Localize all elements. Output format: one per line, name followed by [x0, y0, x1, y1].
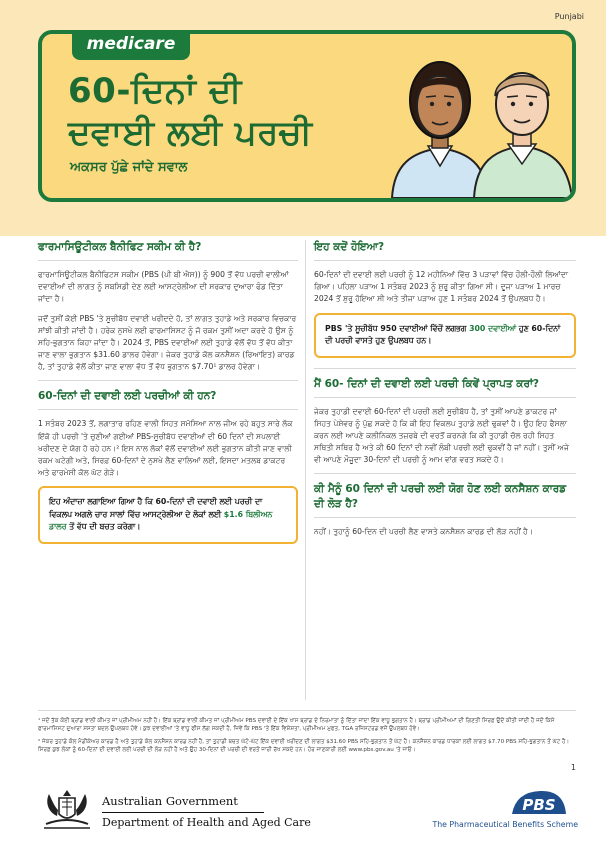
- savings-callout: [38, 486, 298, 543]
- question-when: ਇਹ ਕਦੋਂ ਹੋਇਆ?: [314, 241, 385, 253]
- question-what-is-pbs: ਫਾਰਮਾਸਿਊਟੀਕਲ ਬੈਨੀਫਿਟ ਸਕੀਮ ਕੀ ਹੈ?: [38, 241, 202, 253]
- section-what-are-60-day: [38, 389, 298, 543]
- section-divider: [314, 368, 576, 369]
- heading-divider: [38, 260, 298, 261]
- callout-text: ਹੁਣ 60-ਦਿਨਾਂ ਦੀ ਪਰਚੀ ਵਾਸਤੇ ਹੁਣ ਉਪਲਬਧ ਹਨ।: [325, 323, 561, 346]
- footnote-2: ² ਜੇਕਰ ਤੁਹਾਡੇ ਕੋਲ ਮੈਡੀਕੇਅਰ ਕਾਰਡ ਹੈ ਅਤੇ ਤੁਹਾਡੇ ਕੋਲ ਕਨਸੈਸ਼ਨ ਕਾਰਡ ਨਹੀਂ ਹੈ, ਤਾਂ ਤੁਹਾਡੀ ਬਚਤ ਘੱਟੋ-ਘੱਟ ਇੱਕ ਦਵਾਈ ਖਰੀਦਣ ਦੀ ਲਾਗਤ $31.60 PBS ਸਹਿ-ਭੁਗਤਾਨ ਤੋਂ ਘੱਟ ਹੈ। ਕਨਸੈਸ਼ਨ ਕਾਰਡ ਧਾਰਕਾਂ ਲਈ ਲਾਗਤ $7.70 PBS ਸਹਿ-ਭੁਗਤਾਨ ਤੋਂ ਘੱਟ ਹੈ। ਸਿਰਫ਼ ਕੁਝ ਲੋਕਾਂ ਨੂੰ 60-ਦਿਨਾਂ ਦੀ ਦਵਾਈ ਲਈ ਪਰਚੀ ਦੀ ਲੋੜ ਨਹੀਂ ਹੈ ਅਤੇ ਉਹ 30-ਦਿਨਾਂ ਦੀ ਪਰਚੀ ਦੀ ਵਰਤੋਂ ਜਾਰੀ ਰੱਖ ਸਕਦੇ ਹਨ। ਹੋਰ ਜਾਣਕਾਰੀ ਲਈ www.pbs.gov.au 'ਤੇ ਜਾਓ।: [38, 738, 570, 754]
- paragraph: ਜੇਕਰ ਤੁਹਾਡੀ ਦਵਾਈ 60-ਦਿਨਾਂ ਦੀ ਪਰਚੀ ਲਈ ਸੂਚੀਬੱਧ ਹੈ, ਤਾਂ ਤੁਸੀਂ ਆਪਣੇ ਡਾਕਟਰ ਜਾਂ ਸਿਹਤ ਪੇਸ਼ੇਵਰ ਨੂੰ ਪੁੱਛ ਸਕਦੇ ਹੋ ਕਿ ਕੀ ਇਹ ਵਿਕਲਪ ਤੁਹਾਡੇ ਲਈ ਢੁਕਵਾਂ ਹੈ। ਉਹ ਇਹ ਫੈਸਲਾ ਕਰਨ ਲਈ ਆਪਣੇ ਕਲੀਨਿਕਲ ਤਜ਼ਰਬੇ ਦੀ ਵਰਤੋਂ ਕਰਨਗੇ ਕਿ ਕੀ ਤੁਹਾਡੀ ਚੱਲ ਰਹੀ ਸਿਹਤ ਸਥਿਤੀ ਸਥਿਰ ਹੈ ਅਤੇ ਕੀ 60 ਦਿਨਾਂ ਦੀ ਨਵੀਂ ਲੰਬੀ ਪਰਚੀ ਲਈ ਢੁਕਵੀਂ ਹੈ ਜਾਂ ਨਹੀਂ। ਤੁਸੀਂ ਅਜੇ ਵੀ ਆਪਣੇ ਮੌਜੂਦਾ 30-ਦਿਨਾਂ ਦੀ ਪਰਚੀ ਨੂੰ ਆਮ ਵਾਂਗ ਵਰਤ ਸਕਦੇ ਹੋ।: [314, 406, 569, 465]
- page-subtitle: ਅਕਸਰ ਪੁੱਛੇ ਜਾਂਦੇ ਸਵਾਲ: [70, 160, 188, 175]
- heading-divider: [314, 260, 576, 261]
- paragraph: 1 ਸਤੰਬਰ 2023 ਤੋਂ, ਲਗਾਤਾਰ ਰਹਿਣ ਵਾਲੀ ਸਿਹਤ ਸਮੱਸਿਆ ਨਾਲ ਜੀਅ ਰਹੇ ਬਹੁਤ ਸਾਰੇ ਲੋਕ ਇੱਕੋ ਹੀ ਪਰਚੀ 'ਤੇ ਚੁਣੀਆਂ ਗਈਆਂ PBS-ਸੂਚੀਬੱਧ ਦਵਾਈਆਂ ਦੀ 60 ਦਿਨਾਂ ਦੀ ਸਪਲਾਈ ਖਰੀਦਣ ਦੇ ਯੋਗ ਹੋ ਰਹੇ ਹਨ।² ਇਸ ਨਾਲ ਲੋਕਾਂ ਵੱਲੋਂ ਦਵਾਈਆਂ ਲਈ ਭੁਗਤਾਨ ਕੀਤੀ ਜਾਣ ਵਾਲੀ ਰਕਮ ਘਟੇਗੀ ਅਤੇ, ਸਿਰਫ਼ 60-ਦਿਨਾਂ ਦੇ ਨੁਸਖੇ ਲੈਣ ਵਾਲਿਆਂ ਲਈ, ਇਸਦਾ ਮਤਲਬ ਡਾਕਟਰ ਅਤੇ ਫਾਰਮੇਸੀ ਕੋਲ ਘੱਟ ਗੇੜੇ।: [38, 419, 293, 478]
- language-label: Punjabi: [554, 12, 584, 21]
- page-title-line-2: ਦਵਾਈ ਲਈ ਪਰਚੀ: [68, 113, 313, 153]
- section-when: [314, 240, 576, 358]
- woman-figure: [392, 62, 488, 198]
- heading-divider: [38, 409, 298, 410]
- people-illustration: [362, 34, 572, 198]
- page-title-line-1: 60-ਦਿਨਾਂ ਦੀ: [68, 71, 242, 111]
- question-concession-card: ਕੀ ਮੈਨੂੰ 60 ਦਿਨਾਂ ਦੀ ਪਰਚੀ ਲਈ ਯੋਗ ਹੋਣ ਲਈ ਕਨਸੈਸ਼ਨ ਕਾਰਡ ਦੀ ਲੋੜ ਹੈ?: [314, 483, 567, 510]
- right-column: [314, 240, 576, 545]
- section-how-to-get: [314, 377, 576, 467]
- pbs-logo: [408, 786, 578, 834]
- paragraph: ਜਦੋਂ ਤੁਸੀਂ ਕੋਈ PBS 'ਤੇ ਸੂਚੀਬੱਧ ਦਵਾਈ ਖਰੀਦਦੇ ਹੋ, ਤਾਂ ਲਾਗਤ ਤੁਹਾਡੇ ਅਤੇ ਸਰਕਾਰ ਵਿਚਕਾਰ ਸਾਂਝੀ ਕੀਤੀ ਜਾਂਦੀ ਹੈ। ਹਰੇਕ ਨੁਸਖੇ ਲਈ ਫਾਰਮਾਸਿਸਟ ਨੂੰ ਜੋ ਰਕਮ ਤੁਸੀਂ ਅਦਾ ਕਰਦੇ ਹੋ ਉਸ ਨੂੰ ਸਹਿ-ਭੁਗਤਾਨ ਕਿਹਾ ਜਾਂਦਾ ਹੈ। 2024 ਤੋਂ, PBS ਦਵਾਈਆਂ ਲਈ ਤੁਹਾਡੇ ਵੱਲੋਂ ਵੱਧ ਤੋਂ ਵੱਧ ਕੀਤਾ ਜਾਣ ਵਾਲਾ ਭੁਗਤਾਨ $31.60 ਡਾਲਰ ਹੋਵੇਗਾ। ਜੇਕਰ ਤੁਹਾਡੇ ਕੋਲ ਕਨਸੈਸ਼ਨ (ਰਿਆਇਤ) ਕਾਰਡ ਹੈ, ਤਾਂ ਤੁਹਾਡੇ ਵੱਲੋਂ ਕੀਤਾ ਜਾਣ ਵਾਲਾ ਵੱਧ ਤੋਂ ਵੱਧ ਭੁਗਤਾਨ $7.70¹ ਡਾਲਰ ਹੋਵੇਗਾ।: [38, 313, 297, 372]
- department-name: Department of Health and Aged Care: [102, 816, 311, 829]
- coat-of-arms-icon: [40, 786, 94, 832]
- callout-highlight: 300 ਦਵਾਈਆਂ: [469, 323, 517, 333]
- section-divider: [314, 473, 576, 474]
- section-what-is-pbs: [38, 240, 298, 373]
- header-card: [38, 30, 576, 202]
- government-name: Australian Government: [102, 794, 238, 808]
- section-concession: [314, 482, 576, 537]
- page-number: 1: [570, 763, 576, 772]
- column-divider: [305, 240, 306, 700]
- medicare-logo: medicare: [72, 30, 190, 60]
- paragraph: ਨਹੀਂ। ਤੁਹਾਨੂੰ 60-ਦਿਨ ਦੀ ਪਰਚੀ ਲੈਣ ਵਾਸਤੇ ਕਨਸੈਸ਼ਨ ਕਾਰਡ ਦੀ ਲੋੜ ਨਹੀਂ ਹੈ।: [314, 526, 533, 536]
- question-how-to-get: ਮੈਂ 60- ਦਿਨਾਂ ਦੀ ਦਵਾਈ ਲਈ ਪਰਚੀ ਕਿਵੇਂ ਪ੍ਰਾਪਤ ਕਰਾਂ?: [314, 377, 540, 390]
- paragraph: ਫਾਰਮਾਸਿਊਟੀਕਲ ਬੈਨੀਫਿਟਸ ਸਕੀਮ (PBS (ਪੀ ਬੀ ਐਸ)) ਨੂੰ 900 ਤੋਂ ਵੱਧ ਪਰਚੀ ਵਾਲੀਆਂ ਦਵਾਈਆਂ ਦੀ ਲਾਗਤ ਨੂੰ ਸਬਸਿਡੀ ਦੇਣ ਲਈ ਆਸਟ੍ਰੇਲੀਆ ਦੀ ਸਰਕਾਰ ਦੁਆਰਾ ਫੰਡ ਦਿੱਤਾ ਜਾਂਦਾ ਹੈ।: [38, 270, 289, 304]
- medicines-callout: [314, 313, 576, 358]
- callout-text: PBS 'ਤੇ ਸੂਚੀਬੱਧ 950 ਦਵਾਈਆਂ ਵਿੱਚੋਂ ਲਗਭਗ: [325, 323, 470, 333]
- paragraph: 60-ਦਿਨਾਂ ਦੀ ਦਵਾਈ ਲਈ ਪਰਚੀ ਨੂੰ 12 ਮਹੀਨਿਆਂ ਵਿੱਚ 3 ਪੜਾਵਾਂ ਵਿੱਚ ਹੌਲੀ-ਹੌਲੀ ਲਿਆਂਦਾ ਗਿਆ। ਪਹਿਲਾ ਪੜਾਅ 1 ਸਤੰਬਰ 2023 ਨੂੰ ਸ਼ੁਰੂ ਕੀਤਾ ਗਿਆ ਸੀ। ਦੂਜਾ ਪੜਾਅ 1 ਮਾਰਚ 2024 ਤੋਂ ਸ਼ੁਰੂ ਹੋਇਆ ਸੀ ਅਤੇ ਤੀਜਾ ਪੜਾਅ ਹੁਣ 1 ਸਤੰਬਰ 2024 ਤੋਂ ਉਪਲਬਧ ਹੈ।: [314, 270, 569, 304]
- footnote-1: ¹ ਜਦੋਂ ਤੱਕ ਕੋਈ ਬ੍ਰਾਂਡ ਵਾਲੀ ਕੀਮਤ ਜਾਂ ਪ੍ਰੀਮੀਅਮ ਨਹੀਂ ਹੈ। ਇੱਕ ਬ੍ਰਾਂਡ ਵਾਲੀ ਕੀਮਤ ਜਾਂ ਪ੍ਰੀਮੀਅਮ PBS ਦਵਾਈ ਦੇ ਇੱਕ ਖਾਸ ਬ੍ਰਾਂਡ ਦੇ ਨਿਰਮਾਤਾ ਨੂੰ ਦਿੱਤਾ ਜਾਂਦਾ ਇੱਕ ਵਾਧੂ ਭੁਗਤਾਨ ਹੈ। ਬ੍ਰਾਂਡ ਪ੍ਰੀਮੀਅਮਾਂ ਦੀ ਗਿਣਤੀ ਸਿਰਫ਼ ਉਦੋਂ ਕੀਤੀ ਜਾਂਦੀ ਹੈ ਜਦੋਂ ਕਿਸੇ ਫਾਰਮਾਸਿਸਟ ਦੁਆਰਾ ਸਸਤਾ ਬਦਲ ਉਪਲਬਧ ਹੋਵੇ। ਕੁਝ ਦਵਾਈਆਂ 'ਤੇ ਵਾਧੂ ਫੀਸ ਲੱਗ ਸਕਦੀ ਹੈ, ਜਿਵੇਂ ਕਿ PBS 'ਤੇ ਇੱਕ ਵਿਸ਼ੇਸ਼ਤਾ, ਪ੍ਰੀਮੀਅਮ ਮੁਫਤ, TGA ਰਜਿਸਟਰਡ ਵਜੋਂ ਉਪਲਬਧ ਹੋਵੇ।: [38, 718, 555, 733]
- pbs-logo-text: PBS: [522, 796, 556, 814]
- callout-text: ਇਹ ਅੰਦਾਜ਼ਾ ਲਗਾਇਆ ਗਿਆ ਹੈ ਕਿ 60-ਦਿਨਾਂ ਦੀ ਦਵਾਈ ਲਈ ਪਰਚੀ ਦਾ ਵਿਕਲਪ ਅਗਲੇ ਚਾਰ ਸਾਲਾਂ ਵਿੱਚ ਆਸਟ੍ਰੇਲੀਆ ਦੇ ਲੋਕਾਂ ਲਈ: [49, 497, 263, 519]
- question-what-are-60-day: 60-ਦਿਨਾਂ ਦੀ ਦਵਾਈ ਲਈ ਪਰਚੀਆਂ ਕੀ ਹਨ?: [38, 390, 217, 403]
- section-divider: [38, 380, 298, 381]
- australian-government-logo: [40, 786, 311, 836]
- heading-divider: [314, 517, 576, 518]
- callout-text: ਤੋਂ ਵੱਧ ਦੀ ਬਚਤ ਕਰੇਗਾ।: [66, 522, 141, 532]
- logo-rule: [102, 812, 264, 813]
- heading-divider: [314, 397, 576, 398]
- pbs-full-name: The Pharmaceutical Benefits Scheme: [432, 820, 578, 829]
- man-figure: [474, 73, 572, 198]
- left-column: [38, 240, 298, 554]
- footnotes: [38, 710, 576, 759]
- callout-highlight: $1.6 ਬਿਲੀਅਨ ਡਾਲਰ: [49, 509, 273, 532]
- pbs-logo-icon: [510, 788, 568, 816]
